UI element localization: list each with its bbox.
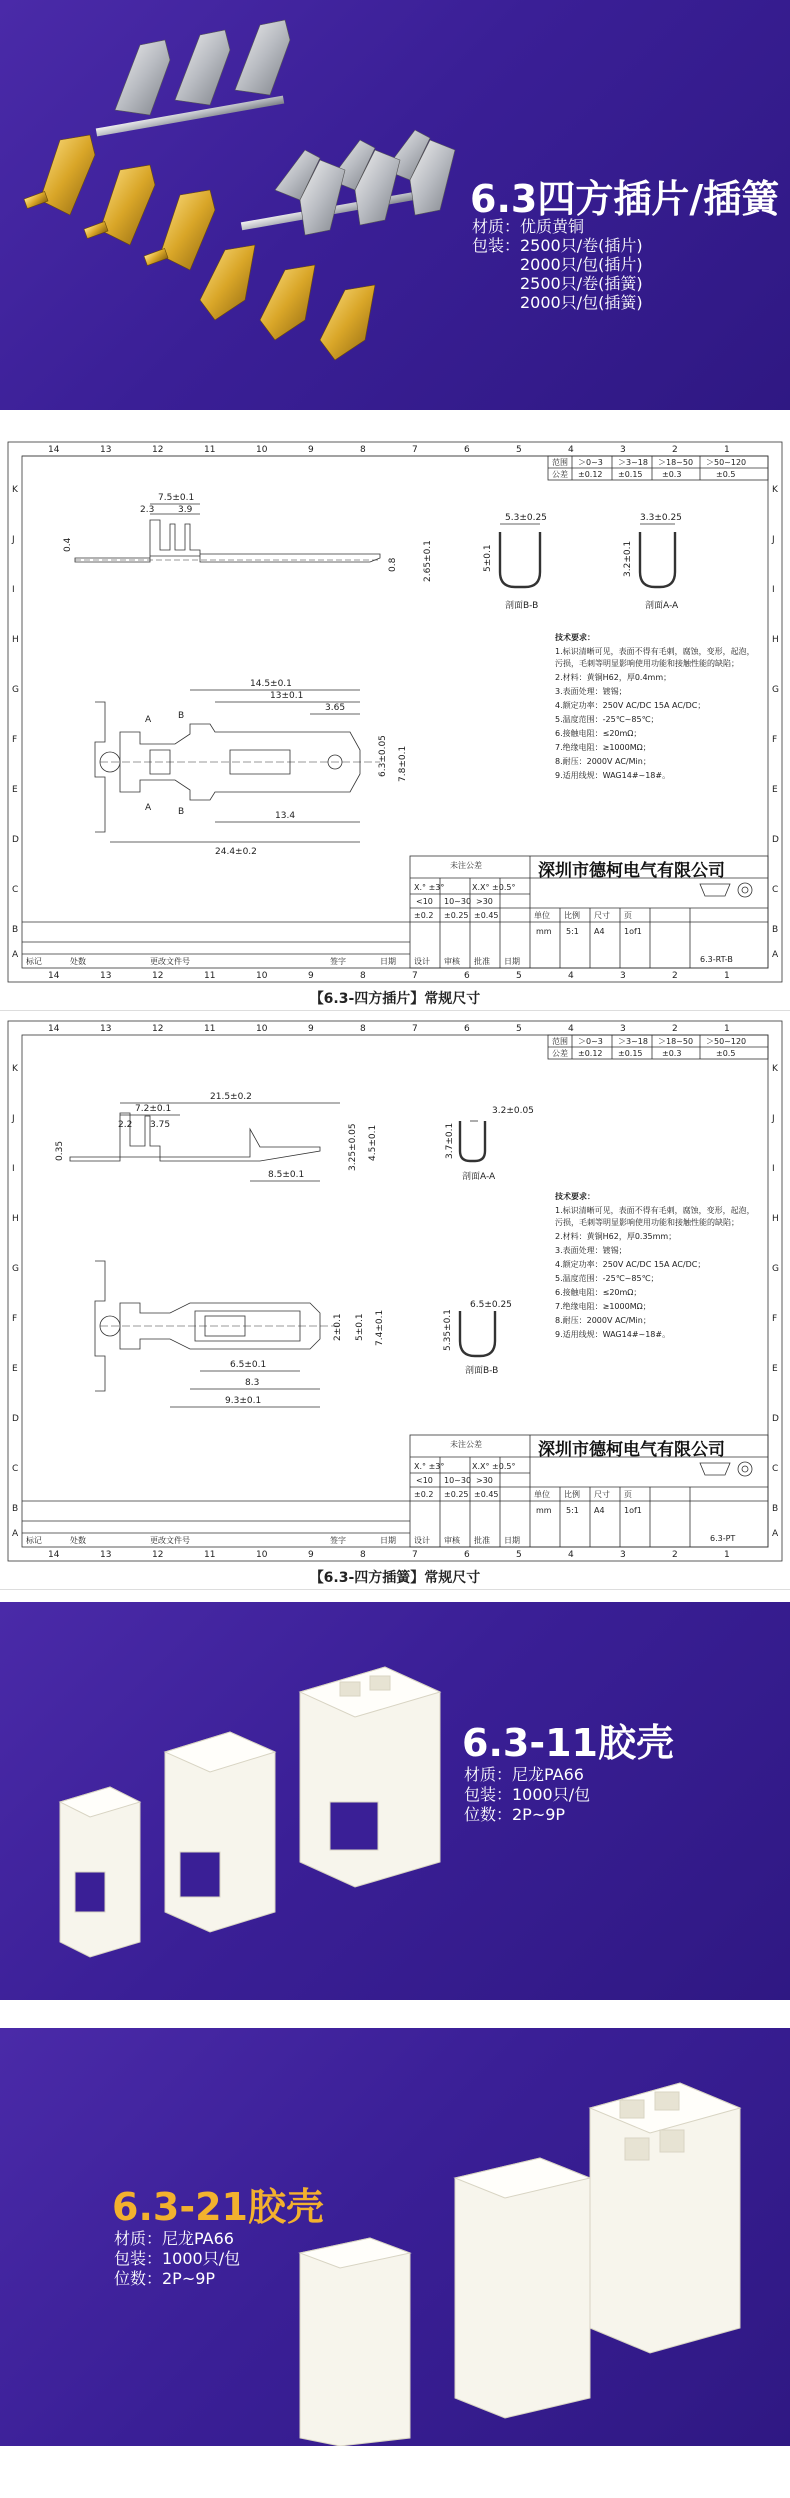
svg-text:3.2±0.1: 3.2±0.1 [623,540,633,577]
svg-text:B: B [12,925,19,935]
svg-text:X.X° ±0.5°: X.X° ±0.5° [472,1462,516,1471]
svg-text:A: A [772,950,779,960]
svg-text:B: B [178,711,185,721]
svg-text:5:1: 5:1 [566,1506,579,1515]
svg-text:1.标识清晰可见，表面不得有毛刺，腐蚀，变形，起泡，: 1.标识清晰可见，表面不得有毛刺，腐蚀，变形，起泡， [555,1206,755,1215]
banner-housing-21 [0,2028,790,2446]
svg-text:G: G [12,685,19,695]
svg-text:7.2±0.1: 7.2±0.1 [135,1104,172,1114]
svg-text:5: 5 [516,445,522,455]
svg-text:4.额定功率：250V AC/DC 15A AC/DC；: 4.额定功率：250V AC/DC 15A AC/DC； [555,1260,706,1269]
svg-text:5±0.1: 5±0.1 [483,544,493,572]
svg-text:±0.12: ±0.12 [578,470,603,479]
product-title: 6.3四方插片/插簧 [470,177,780,221]
svg-text:K: K [772,1064,778,1074]
svg-text:±0.25: ±0.25 [444,911,469,920]
svg-text:A: A [772,1529,779,1539]
svg-text:X.° ±3°: X.° ±3° [414,883,445,892]
svg-text:X.X° ±0.5°: X.X° ±0.5° [472,883,516,892]
svg-text:处数: 处数 [70,957,86,966]
svg-text:更改文件号: 更改文件号 [150,1536,190,1545]
svg-text:2.材料：黄铜H62，厚0.35mm；: 2.材料：黄铜H62，厚0.35mm； [555,1232,677,1241]
svg-text:4: 4 [568,971,574,981]
svg-text:4.额定功率：250V AC/DC 15A AC/DC；: 4.额定功率：250V AC/DC 15A AC/DC； [555,701,706,710]
svg-text:10: 10 [256,1550,268,1560]
svg-text:12: 12 [152,971,164,981]
svg-text:±0.12: ±0.12 [578,1049,603,1058]
svg-text:8: 8 [360,1550,366,1560]
svg-text:±0.45: ±0.45 [474,911,499,920]
svg-text:4: 4 [568,1550,574,1560]
svg-text:更改文件号: 更改文件号 [150,957,190,966]
svg-text:技术要求：: 技术要求： [555,633,595,642]
svg-text:H: H [12,1214,19,1224]
svg-text:±0.2: ±0.2 [414,911,434,920]
svg-text:<10: <10 [416,897,433,906]
svg-text:1: 1 [724,445,730,455]
technical-notes [554,632,755,780]
svg-text:技术要求：: 技术要求： [555,1192,595,1201]
svg-text:14: 14 [48,1550,60,1560]
svg-text:剖面B-B: 剖面B-B [465,1366,499,1376]
svg-text:C: C [12,1464,19,1474]
svg-text:5.温度范围：-25℃~85℃；: 5.温度范围：-25℃~85℃； [555,715,659,724]
svg-text:9.适用线规：WAG14#~18#。: 9.适用线规：WAG14#~18#。 [555,1330,671,1339]
svg-text:3.表面处理：镀锡；: 3.表面处理：镀锡； [555,687,627,696]
svg-text:H: H [772,1214,779,1224]
svg-text:设计: 设计 [414,1536,430,1545]
svg-text:±0.25: ±0.25 [444,1490,469,1499]
svg-text:3.9: 3.9 [178,505,193,515]
svg-text:6.3±0.05: 6.3±0.05 [378,735,388,777]
svg-text:未注公差: 未注公差 [450,861,482,870]
svg-text:单位: 单位 [534,1490,550,1499]
svg-text:9: 9 [308,1550,314,1560]
svg-text:14.5±0.1: 14.5±0.1 [250,679,292,689]
svg-text:13.4: 13.4 [275,811,296,821]
svg-text:J: J [772,1114,775,1124]
svg-text:5.35±0.1: 5.35±0.1 [443,1309,453,1351]
svg-text:±0.3: ±0.3 [662,1049,682,1058]
spec-packaging: 包装：1000只/包 [114,2249,241,2268]
svg-text:>30: >30 [476,1476,493,1485]
svg-text:13: 13 [100,1550,112,1560]
svg-text:A4: A4 [594,1506,605,1515]
svg-text:5.3±0.25: 5.3±0.25 [505,513,547,523]
svg-text:1: 1 [724,1024,730,1034]
svg-text:5.温度范围：-25℃~85℃；: 5.温度范围：-25℃~85℃； [555,1274,659,1283]
svg-text:9.3±0.1: 9.3±0.1 [225,1396,262,1406]
drawing-receptacle [0,1011,790,1590]
svg-text:6: 6 [464,445,470,455]
svg-text:签字: 签字 [330,957,346,966]
svg-text:标记: 标记 [26,1536,42,1545]
svg-text:I: I [12,585,15,595]
svg-text:签字: 签字 [330,1536,346,1545]
svg-text:3: 3 [620,971,626,981]
svg-text:D: D [12,835,19,845]
svg-text:J: J [12,535,15,545]
svg-text:21.5±0.2: 21.5±0.2 [210,1092,252,1102]
svg-text:I: I [12,1164,15,1174]
svg-text:A: A [145,715,152,725]
svg-text:±0.2: ±0.2 [414,1490,434,1499]
svg-text:3.3±0.25: 3.3±0.25 [640,513,682,523]
svg-text:页: 页 [624,911,632,920]
svg-text:1.标识清晰可见，表面不得有毛刺，腐蚀，变形，起泡，: 1.标识清晰可见，表面不得有毛刺，腐蚀，变形，起泡， [555,647,755,656]
drawing2-caption: 【6.3-四方插簧】常规尺寸 [309,1570,481,1586]
product-title: 6.3-21胶壳 [112,2185,324,2229]
svg-text:7: 7 [412,445,418,455]
svg-text:10: 10 [256,445,268,455]
svg-text:14: 14 [48,1024,60,1034]
svg-text:＞18~50: ＞18~50 [658,1037,694,1046]
svg-text:11: 11 [204,1550,216,1560]
svg-text:7: 7 [412,1024,418,1034]
svg-text:11: 11 [204,971,216,981]
svg-text:2: 2 [672,1024,678,1034]
svg-text:比例: 比例 [564,1490,580,1499]
svg-text:0.4: 0.4 [63,537,73,552]
svg-text:K: K [772,485,778,495]
svg-text:标记: 标记 [26,957,42,966]
svg-text:＞3~18: ＞3~18 [618,458,648,467]
svg-text:3.表面处理：镀锡；: 3.表面处理：镀锡； [555,1246,627,1255]
svg-text:6.5±0.1: 6.5±0.1 [230,1360,267,1370]
svg-text:尺寸: 尺寸 [594,1490,610,1499]
svg-text:±0.15: ±0.15 [618,470,643,479]
svg-text:审核: 审核 [444,1536,460,1545]
svg-text:H: H [772,635,779,645]
svg-text:±0.5: ±0.5 [716,470,736,479]
svg-text:3.65: 3.65 [325,703,346,713]
svg-text:10: 10 [256,971,268,981]
svg-text:剖面A-A: 剖面A-A [645,601,679,611]
svg-text:2±0.1: 2±0.1 [333,1313,343,1341]
svg-text:14: 14 [48,445,60,455]
svg-text:10: 10 [256,1024,268,1034]
svg-text:批准: 批准 [474,957,490,966]
svg-text:I: I [772,585,775,595]
svg-text:2.65±0.1: 2.65±0.1 [423,540,433,582]
svg-text:3.2±0.05: 3.2±0.05 [492,1106,534,1116]
svg-text:3: 3 [620,1024,626,1034]
svg-text:J: J [772,535,775,545]
svg-text:5:1: 5:1 [566,927,579,936]
svg-text:12: 12 [152,1024,164,1034]
svg-text:D: D [772,835,779,845]
svg-text:G: G [772,1264,779,1274]
svg-text:A: A [145,803,152,813]
svg-text:D: D [772,1414,779,1424]
svg-text:日期: 日期 [380,957,396,966]
svg-text:10~30: 10~30 [444,897,472,906]
svg-text:4.5±0.1: 4.5±0.1 [368,1124,378,1161]
svg-text:＞0~3: ＞0~3 [578,458,603,467]
svg-text:mm: mm [536,927,552,936]
spec-material: 材质：尼龙PA66 [114,2229,234,2248]
svg-text:B: B [772,1504,779,1514]
svg-text:3: 3 [620,445,626,455]
spec-packaging-2: 2000只/包(插片) [520,255,643,274]
svg-text:2: 2 [672,445,678,455]
svg-text:13±0.1: 13±0.1 [270,691,304,701]
svg-text:6.接触电阻：≤20mΩ；: 6.接触电阻：≤20mΩ； [555,729,642,738]
svg-text:K: K [12,485,18,495]
svg-text:E: E [12,1364,18,1374]
svg-text:8: 8 [360,1024,366,1034]
svg-text:污损，毛刺等明显影响使用功能和接触性能的缺陷；: 污损，毛刺等明显影响使用功能和接触性能的缺陷； [555,1218,739,1227]
svg-text:污损，毛刺等明显影响使用功能和接触性能的缺陷；: 污损，毛刺等明显影响使用功能和接触性能的缺陷； [555,659,739,668]
svg-text:E: E [772,1364,778,1374]
spec-positions: 位数：2P~9P [464,1805,566,1824]
svg-text:>30: >30 [476,897,493,906]
svg-text:X.° ±3°: X.° ±3° [414,1462,445,1471]
svg-text:7.绝缘电阻：≥1000MΩ；: 7.绝缘电阻：≥1000MΩ； [555,743,651,752]
drawing-tab-terminal [0,432,790,1011]
svg-text:7: 7 [412,1550,418,1560]
svg-text:12: 12 [152,445,164,455]
svg-text:E: E [12,785,18,795]
svg-text:E: E [772,785,778,795]
svg-text:9: 9 [308,445,314,455]
svg-text:5: 5 [516,971,522,981]
svg-text:2: 2 [672,971,678,981]
banner-housing-11 [0,1602,790,2000]
spec-positions: 位数：2P~9P [114,2269,216,2288]
svg-text:＞3~18: ＞3~18 [618,1037,648,1046]
svg-text:1of1: 1of1 [624,1506,642,1515]
svg-text:5: 5 [516,1550,522,1560]
housing-product-photo [0,1602,790,2000]
svg-text:C: C [772,1464,779,1474]
svg-text:4: 4 [568,445,574,455]
svg-text:4: 4 [568,1024,574,1034]
svg-text:24.4±0.2: 24.4±0.2 [215,847,257,857]
svg-text:1: 1 [724,1550,730,1560]
svg-text:0.8: 0.8 [388,557,398,572]
svg-text:2: 2 [672,1550,678,1560]
svg-text:C: C [12,885,19,895]
svg-text:I: I [772,1164,775,1174]
svg-text:设计: 设计 [414,957,430,966]
svg-text:8: 8 [360,445,366,455]
svg-text:0.35: 0.35 [55,1140,65,1161]
svg-text:5: 5 [516,1024,522,1034]
svg-text:1of1: 1of1 [624,927,642,936]
svg-text:8.耐压：2000V AC/Min；: 8.耐压：2000V AC/Min； [555,757,651,766]
svg-text:10~30: 10~30 [444,1476,472,1485]
svg-text:3.25±0.05: 3.25±0.05 [348,1123,358,1171]
svg-text:尺寸: 尺寸 [594,911,610,920]
svg-text:＞18~50: ＞18~50 [658,458,694,467]
svg-text:比例: 比例 [564,911,580,920]
svg-text:6.接触电阻：≤20mΩ；: 6.接触电阻：≤20mΩ； [555,1288,642,1297]
svg-text:公差: 公差 [552,1049,568,1058]
svg-text:2.材料：黄铜H62，厚0.4mm；: 2.材料：黄铜H62，厚0.4mm； [555,673,672,682]
svg-text:6: 6 [464,1024,470,1034]
svg-text:11: 11 [204,445,216,455]
svg-text:A: A [12,950,19,960]
svg-text:7.绝缘电阻：≥1000MΩ；: 7.绝缘电阻：≥1000MΩ； [555,1302,651,1311]
svg-text:G: G [12,1264,19,1274]
svg-text:批准: 批准 [474,1536,490,1545]
svg-text:F: F [772,1314,778,1324]
svg-text:12: 12 [152,1550,164,1560]
svg-text:J: J [12,1114,15,1124]
svg-text:9: 9 [308,1024,314,1034]
row-letters [11,485,779,960]
svg-text:B: B [772,925,779,935]
svg-text:F: F [12,1314,18,1324]
svg-text:7: 7 [412,971,418,981]
banner-terminals [0,0,790,410]
spec-material: 材质：尼龙PA66 [464,1765,584,1784]
svg-text:A: A [12,1529,19,1539]
svg-text:9.适用线规：WAG14#~18#。: 9.适用线规：WAG14#~18#。 [555,771,671,780]
svg-text:＞50~120: ＞50~120 [706,458,747,467]
svg-text:6.5±0.25: 6.5±0.25 [470,1300,512,1310]
svg-text:13: 13 [100,445,112,455]
svg-text:公差: 公差 [552,470,568,479]
svg-text:7.5±0.1: 7.5±0.1 [158,493,195,503]
svg-text:11: 11 [204,1024,216,1034]
product-title: 6.3-11胶壳 [462,1721,674,1765]
svg-text:8.耐压：2000V AC/Min；: 8.耐压：2000V AC/Min； [555,1316,651,1325]
svg-text:6.3-RT-B: 6.3-RT-B [700,955,733,964]
svg-text:1: 1 [724,971,730,981]
svg-text:H: H [12,635,19,645]
svg-text:6: 6 [464,971,470,981]
technical-drawing [0,432,790,1010]
svg-text:3.75: 3.75 [150,1120,171,1130]
svg-text:13: 13 [100,971,112,981]
svg-text:K: K [12,1064,18,1074]
svg-text:6: 6 [464,1550,470,1560]
svg-text:日期: 日期 [504,1536,520,1545]
svg-text:F: F [772,735,778,745]
svg-text:8: 8 [360,971,366,981]
company-name: 深圳市德柯电气有限公司 [538,861,725,881]
svg-text:5±0.1: 5±0.1 [355,1313,365,1341]
spec-packaging-1: 包装：2500只/卷(插片) [472,236,643,255]
svg-text:B: B [178,807,185,817]
spec-packaging: 包装：1000只/包 [464,1785,591,1804]
drawing1-caption: 【6.3-四方插片】常规尺寸 [309,991,481,1007]
svg-text:mm: mm [536,1506,552,1515]
company-name: 深圳市德柯电气有限公司 [538,1440,725,1460]
spec-material: 材质：优质黄铜 [472,217,585,236]
svg-text:＞50~120: ＞50~120 [706,1037,747,1046]
svg-text:范围: 范围 [552,458,568,467]
svg-text:范围: 范围 [552,1037,568,1046]
svg-text:8.3: 8.3 [245,1378,260,1388]
svg-text:未注公差: 未注公差 [450,1440,482,1449]
svg-text:D: D [12,1414,19,1424]
svg-text:日期: 日期 [504,957,520,966]
svg-text:13: 13 [100,1024,112,1034]
svg-text:14: 14 [48,971,60,981]
svg-text:7.4±0.1: 7.4±0.1 [375,1309,385,1346]
svg-text:3.7±0.1: 3.7±0.1 [445,1122,455,1159]
technical-drawing [0,1011,790,1589]
svg-text:±0.3: ±0.3 [662,470,682,479]
svg-text:单位: 单位 [534,911,550,920]
svg-text:G: G [772,685,779,695]
svg-text:2.2: 2.2 [118,1120,133,1130]
svg-text:3: 3 [620,1550,626,1560]
svg-text:处数: 处数 [70,1536,86,1545]
spec-packaging-3: 2500只/卷(插簧) [520,274,643,293]
svg-text:审核: 审核 [444,957,460,966]
svg-text:±0.45: ±0.45 [474,1490,499,1499]
svg-text:7.8±0.1: 7.8±0.1 [398,745,408,782]
svg-text:F: F [12,735,18,745]
svg-text:2.3: 2.3 [140,505,155,515]
svg-text:8.5±0.1: 8.5±0.1 [268,1170,305,1180]
svg-text:剖面B-B: 剖面B-B [505,601,539,611]
svg-text:＞0~3: ＞0~3 [578,1037,603,1046]
svg-text:±0.15: ±0.15 [618,1049,643,1058]
svg-text:剖面A-A: 剖面A-A [462,1172,496,1182]
svg-text:A4: A4 [594,927,605,936]
svg-text:6.3-PT: 6.3-PT [710,1534,736,1543]
svg-text:页: 页 [624,1490,632,1499]
svg-text:<10: <10 [416,1476,433,1485]
svg-text:日期: 日期 [380,1536,396,1545]
svg-text:C: C [772,885,779,895]
spec-packaging-4: 2000只/包(插簧) [520,293,643,312]
svg-text:9: 9 [308,971,314,981]
svg-text:B: B [12,1504,19,1514]
svg-text:±0.5: ±0.5 [716,1049,736,1058]
